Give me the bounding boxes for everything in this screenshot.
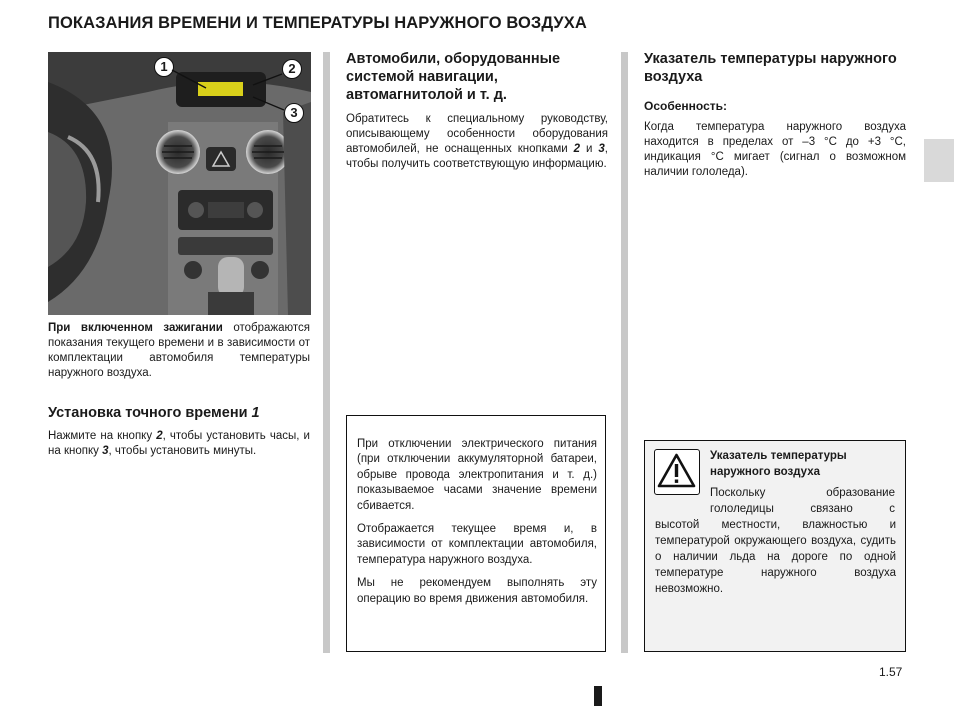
navigation-section	[346, 50, 608, 172]
end-of-section-mark	[594, 686, 602, 706]
note-paragraph-3: Мы не рекомендуем выполнять эту операцию во время движения автомобиля.	[357, 577, 597, 605]
column-divider-left	[323, 52, 330, 653]
feature-subheading: Особенность:	[644, 99, 728, 113]
outside-temp-paragraph: Когда температура наружного воздуха находится в пределах от –3 °C до +3 °C, индикация °C мигает (сигнал о возможном наличии гололеда).	[644, 121, 906, 178]
warning-triangle-icon	[654, 449, 700, 495]
outside-temp-section	[644, 50, 906, 180]
section-tab	[924, 139, 954, 182]
ice-warning-box	[644, 440, 906, 652]
page-number: 1.57	[879, 665, 903, 679]
callout-leader-lines	[48, 52, 311, 315]
warning-title: Указатель температуры наружного воздуха	[710, 450, 847, 478]
note-paragraph-2: Отображается текущее время и, в зависимости от комплектации автомобиля, температура наружного воздуха.	[357, 523, 597, 566]
intro-bold: При включенном зажигании	[48, 322, 223, 334]
set-time-paragraph: Нажмите на кнопку 2, чтобы установить часы, и на кнопку 3, чтобы установить минуты.	[48, 430, 310, 457]
outside-temp-heading: Указатель температуры наружного воздуха	[644, 51, 897, 85]
set-time-heading-number: 1	[251, 405, 260, 421]
callout-1: 1	[154, 57, 174, 77]
navigation-paragraph: Обратитесь к специальному руководству, описывающему особенности оборудования автомобилей, не оснащенных кнопками 2 и 3, чтобы получить соответствующую информацию.	[346, 113, 608, 170]
dashboard-illustration	[48, 52, 311, 315]
warning-intro: Поскольку образование гололедицы связано с	[710, 487, 895, 515]
callout-3: 3	[284, 103, 304, 123]
navigation-heading: Автомобили, оборудованные системой навигации, автомагнитолой и т. д.	[346, 51, 561, 103]
callout-2: 2	[282, 59, 302, 79]
intro-paragraph	[48, 321, 310, 381]
intro-text: отображаются показания текущего времени и в зависимости от комплектации автомобиля температуры наружного воздуха.	[48, 322, 311, 379]
page-title: ПОКАЗАНИЯ ВРЕМЕНИ И ТЕМПЕРАТУРЫ НАРУЖНОГО ВОЗДУХА	[48, 14, 587, 32]
set-time-section	[48, 404, 310, 459]
power-disconnect-note-box	[346, 415, 606, 652]
column-divider-right	[621, 52, 628, 653]
set-time-heading: Установка точного времени 1	[48, 405, 260, 421]
warning-text: высотой местности, влажностью и температурой окружающего воздуха, судить о наличии льда на дороге по одной температуре наружного воздуха невозможно.	[655, 519, 896, 595]
note-paragraph-1: При отключении электрического питания (при отключении аккумуляторной батареи, обрыве провода электропитания и т. д.) показываемое часами значение времени сбивается.	[357, 438, 597, 512]
